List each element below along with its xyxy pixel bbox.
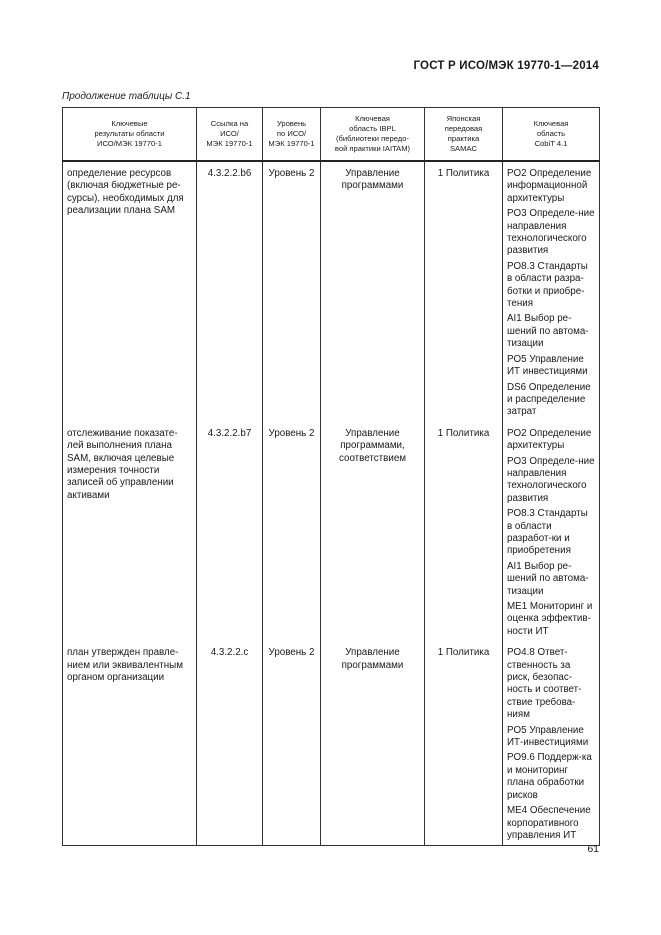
cobit-item: AI1 Выбор ре-шений по автома-тизации xyxy=(507,560,589,597)
col-header-reference: Ссылка на ИСО/ МЭК 19770-1 xyxy=(197,108,263,162)
cobit-item: PO8.3 Стандарты в области разра-ботки и приобре-тения xyxy=(507,260,588,310)
cell-reference: 4.3.2.2.b7 xyxy=(197,422,263,642)
cell-reference: 4.3.2.2.b6 xyxy=(197,161,263,422)
table-header-row xyxy=(63,108,600,162)
cell-cobit xyxy=(503,641,600,846)
cobit-item: PO5 Управление ИТ инвестициями xyxy=(507,353,588,378)
cell-ibpl: Управление программами xyxy=(321,161,425,422)
cobit-item: PO3 Определе-ние направления технологического развития xyxy=(507,208,595,257)
cobit-item: PO2 Определение архитектуры xyxy=(507,427,592,452)
cell-level: Уровень 2 xyxy=(263,422,321,642)
cobit-item: PO9.6 Поддерж-ка и мониторинг плана обработки рисков xyxy=(507,752,592,801)
cell-level: Уровень 2 xyxy=(263,641,321,846)
mapping-table xyxy=(62,107,600,846)
col-header-results: Ключевые результаты области ИСО/МЭК 19770-1 xyxy=(63,108,197,162)
cobit-item: ME4 Обеспечение корпоративного управления ИТ xyxy=(507,805,591,841)
cell-result: план утвержден правле-нием или эквивалентным органом организации xyxy=(63,641,197,846)
cobit-item: PO2 Определение информационной архитектуры xyxy=(507,168,592,204)
cell-samac: 1 Политика xyxy=(425,422,503,642)
cell-samac: 1 Политика xyxy=(425,161,503,422)
cobit-item: PO4.8 Ответ-ственность за риск, безопас-ность и соответ-ствие требова-ниям xyxy=(507,647,582,721)
cobit-item: AI1 Выбор ре-шений по автома-тизации xyxy=(507,313,589,350)
cell-ibpl: Управление программами, соответствием xyxy=(321,422,425,642)
cell-level: Уровень 2 xyxy=(263,161,321,422)
cobit-item: PO3 Определе-ние направления технологического развития xyxy=(507,455,595,504)
cell-samac: 1 Политика xyxy=(425,641,503,846)
document-title: ГОСТ Р ИСО/МЭК 19770-1—2014 xyxy=(413,60,599,72)
cell-ibpl: Управление программами xyxy=(321,641,425,846)
cell-result: определение ресурсов (включая бюджетные ре-сурсы), необходимых для реализации плана SAM xyxy=(63,161,197,422)
col-header-level: Уровень по ИСО/ МЭК 19770-1 xyxy=(263,108,321,162)
cell-result: отслеживание показате-лей выполнения плана SAM, включая целевые измерения точности записей об управлении активами xyxy=(63,422,197,642)
cobit-item: ME1 Мониторинг и оценка эффектив-ности ИТ xyxy=(507,601,593,637)
table-row xyxy=(63,641,600,846)
cell-cobit xyxy=(503,422,600,642)
col-header-samac: Японская передовая практика SAMAC xyxy=(425,108,503,162)
col-header-ibpl: Ключевая область IBPL (библиотеки передо- вой практики IAITAM) xyxy=(321,108,425,162)
table-row xyxy=(63,422,600,642)
cobit-item: PO8.3 Стандарты в области разработ-ки и приобретения xyxy=(507,508,588,557)
cell-reference: 4.3.2.2.c xyxy=(197,641,263,846)
cobit-item: DS6 Определение и распределение затрат xyxy=(507,381,591,418)
col-header-cobit: Ключевая область CobiT 4.1 xyxy=(503,108,600,162)
cell-cobit xyxy=(503,161,600,422)
table-row xyxy=(63,161,600,422)
page-number: 61 xyxy=(587,843,599,855)
cobit-item: PO5 Управление ИТ-инвестициями xyxy=(507,724,589,749)
table-caption: Продолжение таблицы С.1 xyxy=(62,91,191,102)
